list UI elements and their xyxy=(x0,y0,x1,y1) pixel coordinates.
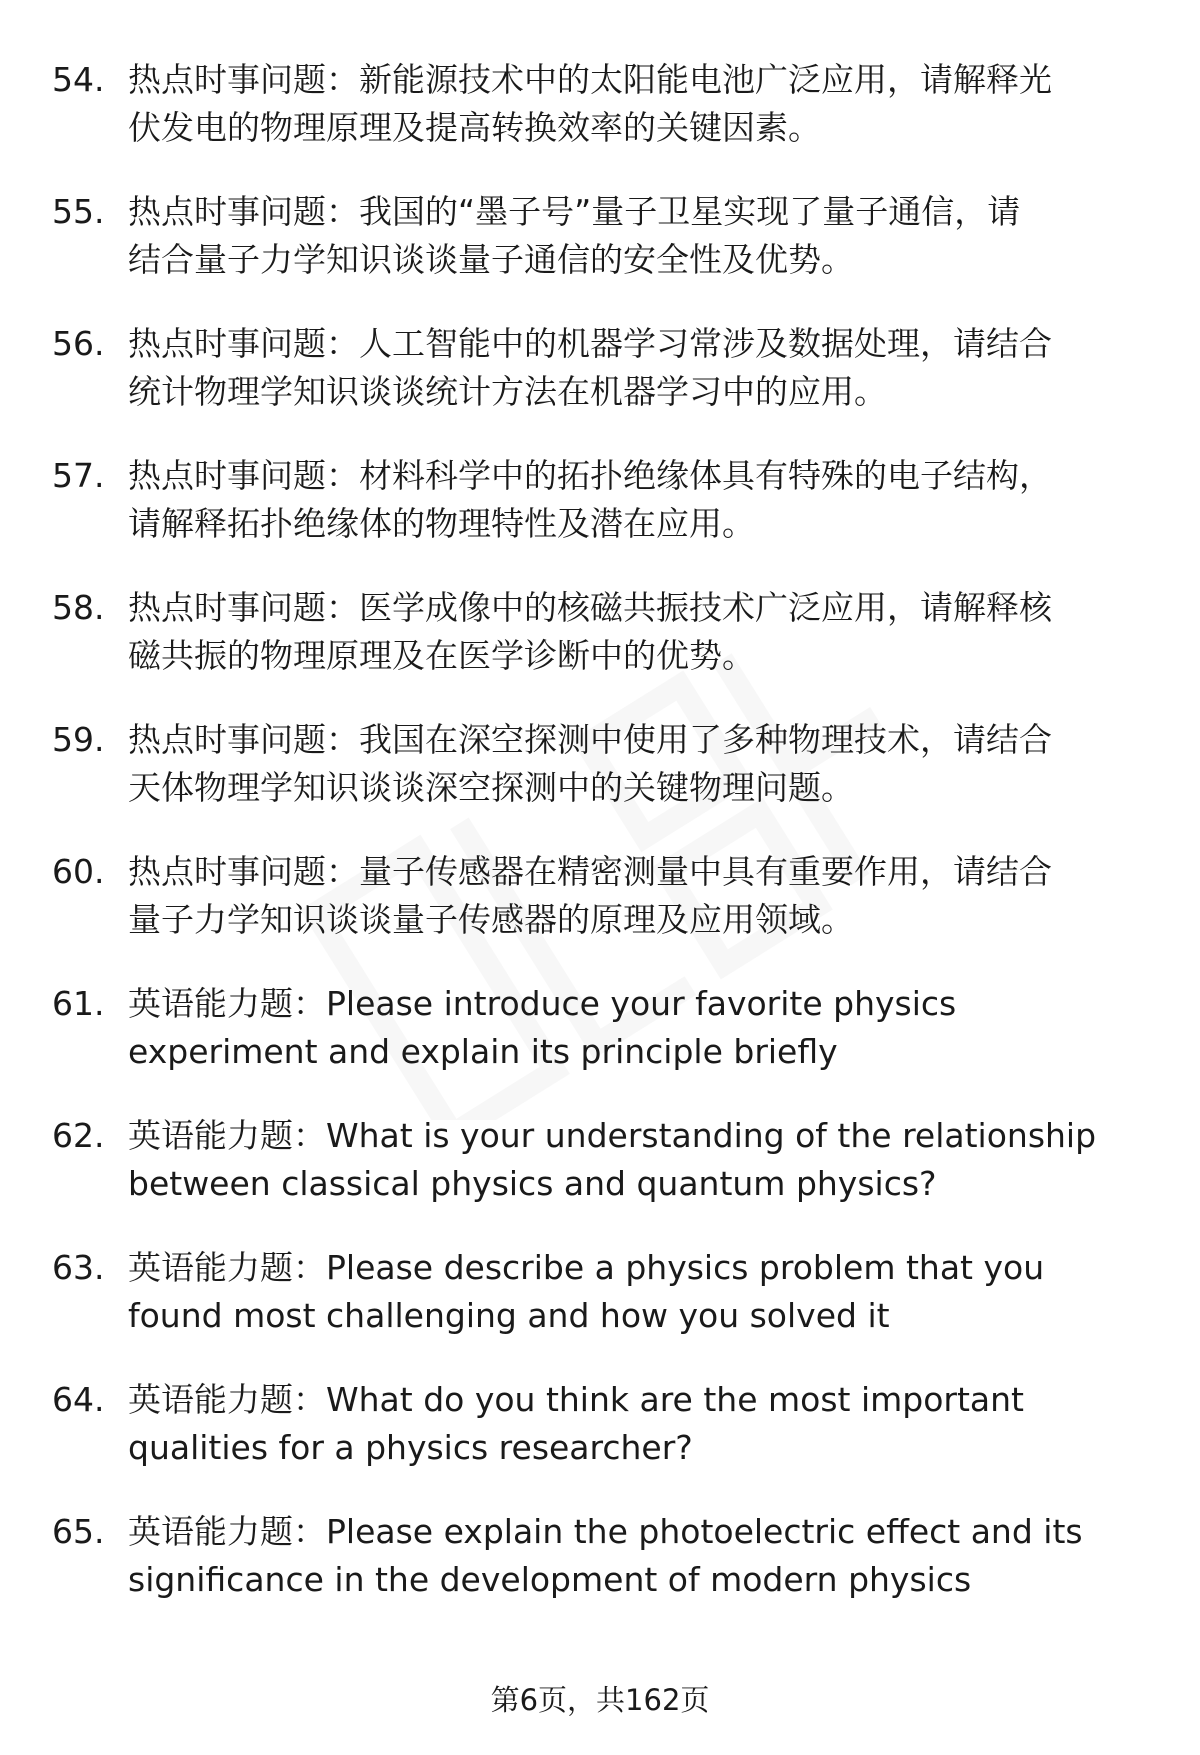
question-text-line: between classical physics and quantum physics? xyxy=(128,1164,937,1203)
question-number: 64. xyxy=(52,1380,105,1419)
question-item xyxy=(0,980,1200,1112)
question-number: 57. xyxy=(52,456,105,495)
question-item xyxy=(0,1112,1200,1244)
page-indicator: 第6页，共162页 xyxy=(490,1683,710,1717)
question-text-line: 热点时事问题：医学成像中的核磁共振技术广泛应用，请解释核 xyxy=(128,588,1052,627)
question-text-line: 英语能力题：Please explain the photoelectric effect and its xyxy=(128,1512,1083,1551)
question-text-line: 热点时事问题：量子传感器在精密测量中具有重要作用，请结合 xyxy=(128,852,1052,891)
question-number: 63. xyxy=(52,1248,105,1287)
question-text-line: 热点时事问题：人工智能中的机器学习常涉及数据处理，请结合 xyxy=(128,324,1052,363)
question-text-line: 磁共振的物理原理及在医学诊断中的优势。 xyxy=(128,636,755,675)
question-item xyxy=(0,56,1200,188)
question-text-line: 热点时事问题：我国在深空探测中使用了多种物理技术，请结合 xyxy=(128,720,1052,759)
question-item xyxy=(0,452,1200,584)
question-text-line: 伏发电的物理原理及提高转换效率的关键因素。 xyxy=(128,108,821,147)
question-text-line: 量子力学知识谈谈量子传感器的原理及应用领域。 xyxy=(128,900,854,939)
question-item xyxy=(0,1376,1200,1508)
question-text-line: 英语能力题：What do you think are the most important xyxy=(128,1380,1024,1419)
question-text-line: 英语能力题：Please introduce your favorite physics xyxy=(128,984,957,1023)
question-text-line: qualities for a physics researcher? xyxy=(128,1428,693,1467)
question-text-line: 英语能力题：What is your understanding of the relationship xyxy=(128,1116,1097,1155)
question-item xyxy=(0,188,1200,320)
question-text xyxy=(128,1508,1160,1604)
question-text xyxy=(128,980,1160,1076)
question-text-line: 热点时事问题：我国的“墨子号”量子卫星实现了量子通信，请 xyxy=(128,192,1021,231)
question-text xyxy=(128,320,1160,416)
question-number: 55. xyxy=(52,192,105,231)
question-number: 62. xyxy=(52,1116,105,1155)
question-text-line: significance in the development of modern physics xyxy=(128,1560,972,1599)
question-number: 58. xyxy=(52,588,105,627)
question-text-line: found most challenging and how you solved it xyxy=(128,1296,890,1335)
question-number: 56. xyxy=(52,324,105,363)
question-item xyxy=(0,584,1200,716)
question-text xyxy=(128,584,1160,680)
question-text-line: 热点时事问题：新能源技术中的太阳能电池广泛应用，请解释光 xyxy=(128,60,1052,99)
question-text-line: 结合量子力学知识谈谈量子通信的安全性及优势。 xyxy=(128,240,854,279)
question-text xyxy=(128,188,1160,284)
question-text xyxy=(128,452,1160,548)
question-text-line: experiment and explain its principle briefly xyxy=(128,1032,838,1071)
question-number: 61. xyxy=(52,984,105,1023)
question-text xyxy=(128,1112,1160,1208)
question-text-line: 统计物理学知识谈谈统计方法在机器学习中的应用。 xyxy=(128,372,887,411)
question-number: 65. xyxy=(52,1512,105,1551)
page-footer xyxy=(0,1680,1200,1720)
question-text xyxy=(128,848,1160,944)
question-text-line: 天体物理学知识谈谈深空探测中的关键物理问题。 xyxy=(128,768,854,807)
question-item xyxy=(0,848,1200,980)
question-item xyxy=(0,716,1200,848)
question-item xyxy=(0,1244,1200,1376)
question-text-line: 英语能力题：Please describe a physics problem that you xyxy=(128,1248,1045,1287)
question-list xyxy=(0,56,1200,1640)
question-text-line: 请解释拓扑绝缘体的物理特性及潜在应用。 xyxy=(128,504,755,543)
question-number: 59. xyxy=(52,720,105,759)
question-item xyxy=(0,1508,1200,1640)
question-text xyxy=(128,1376,1160,1472)
question-item xyxy=(0,320,1200,452)
question-number: 54. xyxy=(52,60,105,99)
question-text-line: 热点时事问题：材料科学中的拓扑绝缘体具有特殊的电子结构， xyxy=(128,456,1052,495)
question-text xyxy=(128,56,1160,152)
question-number: 60. xyxy=(52,852,105,891)
question-text xyxy=(128,716,1160,812)
question-text xyxy=(128,1244,1160,1340)
